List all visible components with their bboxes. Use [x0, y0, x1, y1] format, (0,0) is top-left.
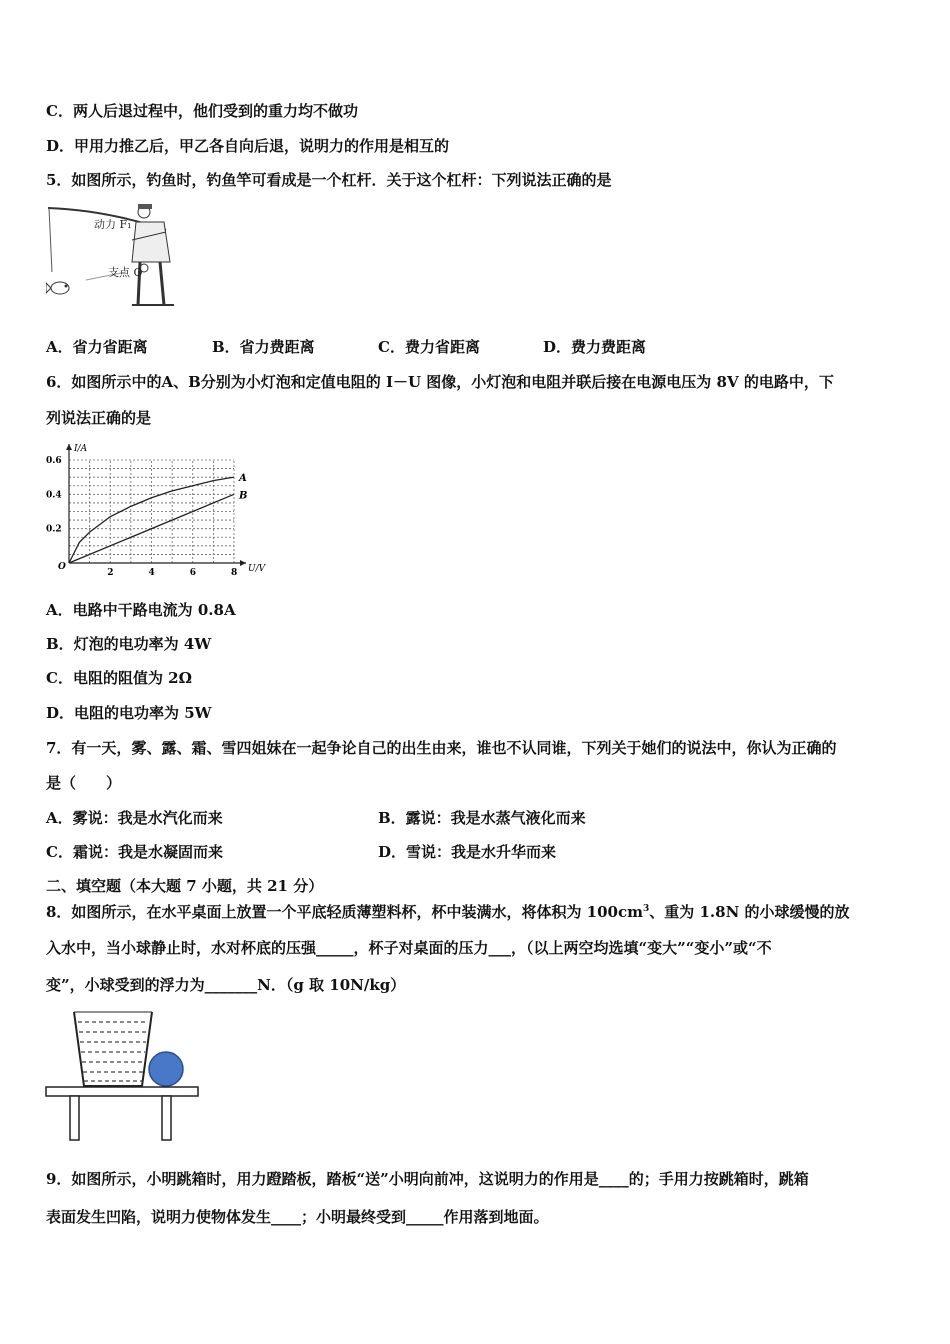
q6-option-c: C．电阻的阻值为 2Ω: [46, 669, 192, 687]
q6-option-b: B．灯泡的电功率为 4W: [46, 635, 212, 653]
section-title: 二、填空题（本大题 7 小题，共 21 分）: [46, 877, 324, 895]
force-label: 动力 F₁: [94, 218, 132, 231]
x-tick-label: 6: [189, 568, 197, 578]
q5-stem: 5．如图所示，钓鱼时，钓鱼竿可看成是一个杠杆．关于这个杠杆：下列说法正确的是: [46, 171, 612, 189]
origin-label: O: [58, 562, 66, 572]
x-tick-label: 2: [107, 568, 114, 578]
cup: [74, 1012, 152, 1086]
water-lines: [78, 1022, 148, 1081]
q6-option-a: A．电路中干路电流为 0.8A: [46, 601, 236, 619]
y-tick-label: 0.2: [46, 524, 62, 535]
table-leg-left: [70, 1096, 79, 1140]
q9-line1: 9．如图所示，小明跳箱时，用力蹬踏板，踏板“送”小明向前冲，这说明力的作用是____的；手用力按跳箱时，跳箱: [46, 1170, 809, 1188]
q7-option-c: C．霜说：我是水凝固而来: [46, 843, 223, 861]
table-top: [46, 1087, 198, 1096]
q5-option-a: A．省力省距离: [46, 338, 148, 356]
fishing-figure: [46, 200, 186, 315]
q7-option-b: B．露说：我是水蒸气液化而来: [378, 809, 586, 827]
q7-option-d: D．雪说：我是水升华而来: [378, 843, 557, 861]
q7-stem-line1: 7．有一天，雾、露、霜、雪四姐妹在一起争论自己的出生由来，谁也不认同谁，下列关于她们的说法中，你认为正确的: [46, 739, 837, 757]
series-label-b: B: [239, 490, 248, 502]
q8-line1-sup: 3: [642, 904, 650, 914]
q4-option-c: C．两人后退过程中，他们受到的重力均不做功: [46, 102, 358, 120]
fulcrum-label: 支点 O: [108, 266, 143, 279]
table-leg-right: [162, 1096, 171, 1140]
q7-stem-line2: 是（ ）: [46, 774, 122, 792]
q5-option-c: C．费力省距离: [378, 338, 480, 356]
series-label-a: A: [239, 473, 247, 485]
x-axis-label: U/V: [248, 564, 266, 574]
cup-figure: [44, 1008, 204, 1143]
x-tick-label: 8: [231, 568, 238, 578]
y-tick-label: 0.6: [46, 456, 62, 466]
q8-line3: 变”，小球受到的浮力为_______N．（g 取 10N/kg）: [46, 976, 406, 994]
y-axis-label: I/A: [74, 444, 88, 454]
q7-option-a: A．雾说：我是水汽化而来: [46, 809, 223, 827]
y-axis-arrow: [66, 444, 72, 450]
q5-option-d: D．费力费距离: [543, 338, 647, 356]
q8-line2: 入水中，当小球静止时，水对杯底的压强_____，杯子对桌面的压力___，（以上两空均选填“变大”“变小”或“不: [46, 939, 772, 957]
q8-line1-a: 8．如图所示，在水平桌面上放置一个平底轻质薄塑料杯，杯中装满水，将体积为 100cm: [46, 903, 643, 921]
q8-line1-b: 、重为 1.8N 的小球缓慢的放: [649, 903, 850, 921]
y-tick-label: 0.4: [46, 490, 62, 501]
chart-grid: [69, 460, 234, 563]
q8-line1: [46, 902, 850, 922]
q6-stem-line2: 列说法正确的是: [46, 409, 152, 427]
x-tick-label: 4: [148, 568, 155, 578]
iu-graph: [44, 440, 270, 580]
q6-stem-line1: 6．如图所示中的A、B分别为小灯泡和定值电阻的 I－U 图像，小灯泡和电阻并联后接在电源电压为 8V 的电路中，下: [46, 373, 834, 391]
q6-option-d: D．电阻的电功率为 5W: [46, 704, 212, 722]
ball: [149, 1052, 183, 1086]
q9-line2: 表面发生凹陷，说明力使物体发生____；小明最终受到_____作用落到地面。: [46, 1208, 549, 1226]
q4-option-d: D．甲用力推乙后，甲乙各自向后退，说明力的作用是相互的: [46, 137, 450, 155]
x-axis-arrow: [240, 560, 246, 566]
q5-option-b: B．省力费距离: [212, 338, 315, 356]
